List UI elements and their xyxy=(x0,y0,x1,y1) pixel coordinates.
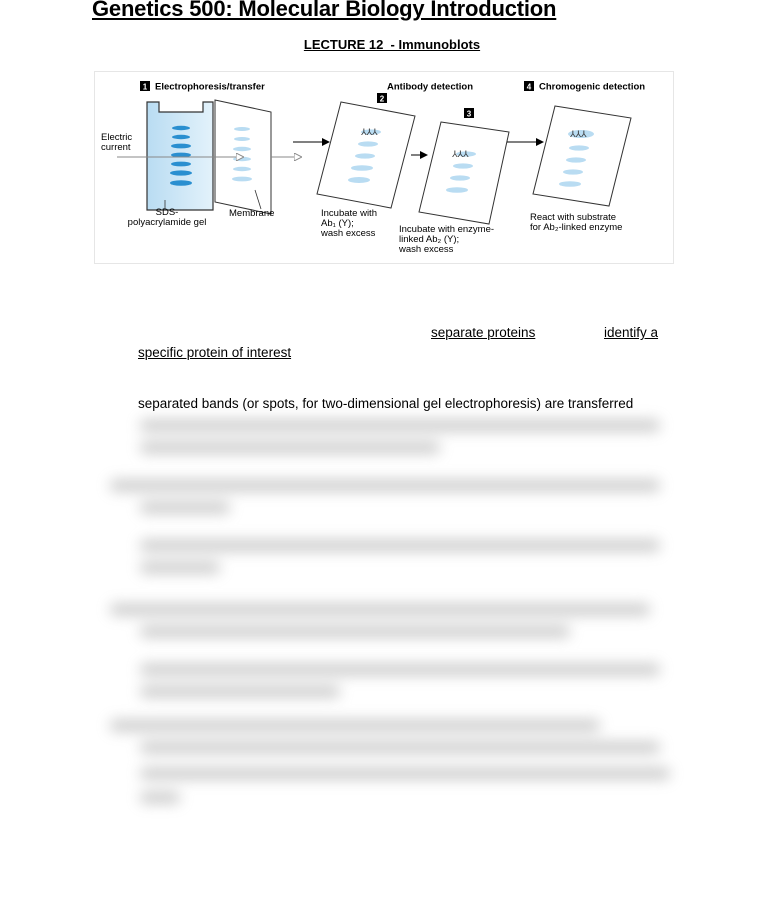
document-title: Genetics 500: Molecular Biology Introduction xyxy=(92,0,557,21)
sds-label-2: polyacrylamide gel xyxy=(127,217,207,228)
lecture-subtitle: LECTURE 12 - Immunoblots xyxy=(303,37,481,52)
specific-protein-text: specific protein of interest xyxy=(138,345,292,360)
panel-3-sheet xyxy=(419,122,509,224)
incubate-2-line-1: Incubate with enzyme- xyxy=(399,224,495,235)
svg-text:⅄⅄⅄: ⅄⅄⅄ xyxy=(570,130,587,140)
incubate-2-line-2: linked Ab₂ (Y); xyxy=(399,234,460,245)
panel-4-sheet xyxy=(533,106,631,206)
incubate-1-line-2: Ab₁ (Y); xyxy=(321,218,354,229)
step-1-label: Electrophoresis/transfer xyxy=(155,81,265,93)
electric-label-1: Electric xyxy=(101,132,133,143)
react-line-2: for Ab₂-linked enzyme xyxy=(530,222,623,233)
step-4-number: 4 xyxy=(526,82,532,92)
immunoblot-diagram xyxy=(95,72,673,263)
immunoblot-figure xyxy=(94,71,674,264)
svg-text:⅄⅄⅄: ⅄⅄⅄ xyxy=(361,128,378,138)
svg-text:⅄⅄⅄: ⅄⅄⅄ xyxy=(452,150,469,160)
separated-bands-text: separated bands (or spots, for two-dimensional gel electrophoresis) are transferred xyxy=(138,396,634,411)
membrane-label: Membrane xyxy=(229,208,275,219)
sds-label-1: SDS- xyxy=(155,207,179,218)
incubate-1-line-1: Incubate with xyxy=(321,208,377,219)
blurred-content xyxy=(100,408,700,828)
step-1-number: 1 xyxy=(142,82,148,92)
incubate-1-line-3: wash excess xyxy=(321,228,376,239)
step-4-label: Chromogenic detection xyxy=(539,81,646,93)
step-2-number: 2 xyxy=(379,94,385,104)
separate-proteins-text: separate proteins xyxy=(431,325,536,340)
electric-label-2: current xyxy=(101,142,131,153)
antibody-detection-label: Antibody detection xyxy=(387,81,474,93)
identify-a-text: identify a xyxy=(604,325,659,340)
step-3-number: 3 xyxy=(466,109,472,119)
react-line-1: React with substrate xyxy=(530,212,617,223)
incubate-2-line-3: wash excess xyxy=(399,244,454,255)
